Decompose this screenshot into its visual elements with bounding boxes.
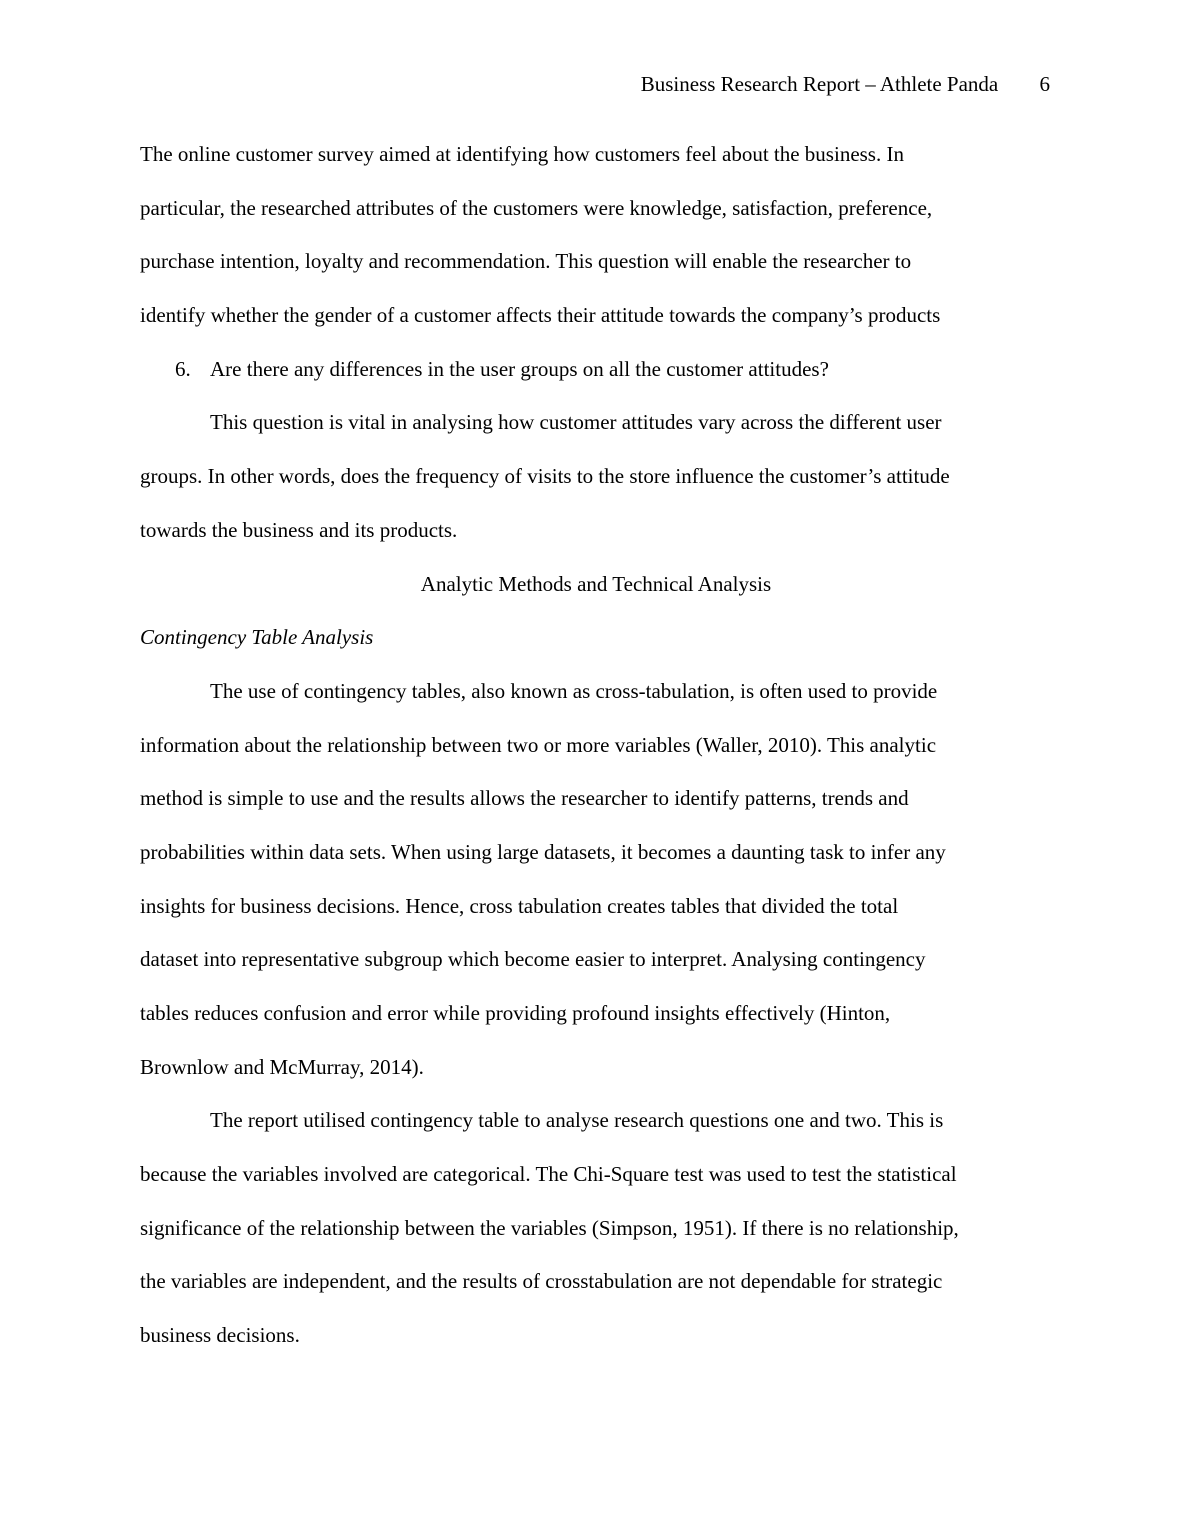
paragraph-line: groups. In other words, does the frequency of visits to the store influence the customer’s attitude (140, 464, 950, 489)
paragraph-line: because the variables involved are categorical. The Chi-Square test was used to test the statistical (140, 1162, 957, 1187)
paragraph-line: insights for business decisions. Hence, cross tabulation creates tables that divided the total (140, 893, 899, 918)
paragraph-line: identify whether the gender of a customer affects their attitude towards the company’s products (140, 303, 941, 328)
paragraph-line: significance of the relationship between the variables (Simpson, 1951). If there is no relationship, (140, 1215, 959, 1240)
paragraph-line: purchase intention, loyalty and recommendation. This question will enable the researcher to (140, 249, 912, 274)
paragraph-line: towards the business and its products. (140, 517, 458, 542)
paragraph-line: tables reduces confusion and error while providing profound insights effectively (Hinton, (140, 1001, 891, 1025)
list-text: Are there any differences in the user groups on all the customer attitudes? (210, 356, 829, 381)
paragraph-line: method is simple to use and the results allows the researcher to identify patterns, trends and (140, 786, 909, 811)
paragraph-contingency (140, 676, 1052, 1106)
paragraph-survey (140, 139, 1052, 354)
research-question-6 (140, 354, 1052, 408)
paragraph-line: particular, the researched attributes of the customers were knowledge, satisfaction, preference, (140, 195, 933, 220)
paragraph-line: business decisions. (140, 1323, 300, 1348)
paragraph-line: probabilities within data sets. When using large datasets, it becomes a daunting task to infer any (140, 839, 946, 864)
paragraph-line: dataset into representative subgroup which become easier to interpret. Analysing contingency (140, 947, 926, 972)
paragraph-line: information about the relationship between two or more variables (Waller, 2010). This analytic (140, 732, 937, 757)
subheading: Contingency Table Analysis (140, 625, 374, 650)
paragraph-line: The report utilised contingency table to analyse research questions one and two. This is (210, 1108, 944, 1133)
paragraph-line: The use of contingency tables, also known as cross-tabulation, is often used to provide (210, 678, 938, 703)
list-number: 6. (175, 356, 191, 381)
paragraph-line: This question is vital in analysing how customer attitudes vary across the different user (210, 410, 942, 435)
paragraph-chi-square (140, 1105, 1052, 1373)
paragraph-line: Brownlow and McMurray, 2014). (140, 1054, 424, 1079)
paragraph-line: The online customer survey aimed at identifying how customers feel about the business. In (140, 142, 904, 166)
paragraph-user-groups (140, 407, 1052, 568)
document-body (140, 139, 1052, 1374)
running-title: Business Research Report – Athlete Panda (640, 72, 999, 96)
page-number: 6 (1039, 72, 1050, 96)
running-head (641, 71, 1050, 97)
section-heading: Analytic Methods and Technical Analysis (420, 571, 772, 596)
paragraph-line: the variables are independent, and the results of crosstabulation are not dependable for strategic (140, 1269, 943, 1294)
